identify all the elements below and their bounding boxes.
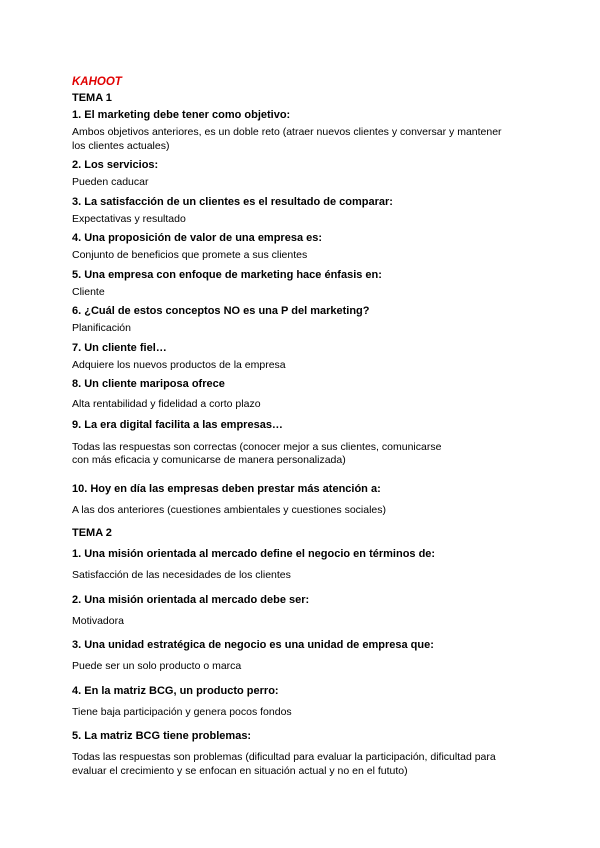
question-2-2: 2. Una misión orientada al mercado debe ser: bbox=[72, 593, 310, 606]
answer-2-5: Todas las respuestas son problemas (dificultad para evaluar la participación, dificultad para evaluar el crecimiento y se enfocan en situación actual y no en el fututo) bbox=[72, 751, 496, 777]
question-2-5: 5. La matriz BCG tiene problemas: bbox=[72, 730, 252, 742]
answer-1-7: Adquiere los nuevos productos de la empresa bbox=[72, 358, 286, 371]
section-heading-tema-2: TEMA 2 bbox=[72, 527, 112, 539]
question-1-9: 9. La era digital facilita a las empresas… bbox=[72, 418, 283, 431]
question-1-3: 3. La satisfacción de un clientes es el resultado de comparar: bbox=[72, 195, 393, 208]
answer-1-9: Todas las respuestas son correctas (conocer mejor a sus clientes, comunicarse con más eficacia y comunicarse de manera personalizada) bbox=[72, 440, 442, 466]
section-heading-tema-1: TEMA 1 bbox=[72, 92, 112, 104]
answer-2-2: Motivadora bbox=[72, 614, 124, 627]
document-title: KAHOOT bbox=[72, 76, 122, 88]
answer-2-1: Satisfacción de las necesidades de los clientes bbox=[72, 569, 291, 581]
answer-2-3: Puede ser un solo producto o marca bbox=[72, 660, 242, 672]
answer-1-2: Pueden caducar bbox=[72, 176, 149, 188]
answer-1-8: Alta rentabilidad y fidelidad a corto plazo bbox=[72, 398, 261, 410]
question-2-4: 4. En la matriz BCG, un producto perro: bbox=[72, 684, 279, 697]
answer-1-5: Cliente bbox=[72, 285, 105, 298]
document-body bbox=[72, 74, 532, 783]
answer-2-4: Tiene baja participación y genera pocos fondos bbox=[72, 705, 292, 718]
question-1-1: 1. El marketing debe tener como objetivo: bbox=[72, 109, 291, 121]
question-1-10: 10. Hoy en día las empresas deben prestar más atención a: bbox=[72, 482, 381, 495]
question-1-5: 5. Una empresa con enfoque de marketing hace énfasis en: bbox=[72, 268, 382, 281]
question-1-7: 7. Un cliente fiel… bbox=[72, 341, 167, 354]
question-1-6: 6. ¿Cuál de estos conceptos NO es una P del marketing? bbox=[72, 305, 370, 317]
answer-1-4: Conjunto de beneficios que promete a sus clientes bbox=[72, 249, 308, 261]
answer-1-10: A las dos anteriores (cuestiones ambientales y cuestiones sociales) bbox=[72, 503, 386, 516]
answer-1-3: Expectativas y resultado bbox=[72, 212, 186, 225]
question-1-8: 8. Un cliente mariposa ofrece bbox=[72, 378, 225, 390]
answer-1-6: Planificación bbox=[72, 322, 131, 334]
question-1-2: 2. Los servicios: bbox=[72, 159, 159, 171]
answer-1-1: Ambos objetivos anteriores, es un doble reto (atraer nuevos clientes y conversar y mantener los clientes actuales) bbox=[72, 126, 502, 152]
question-1-4: 4. Una proposición de valor de una empresa es: bbox=[72, 232, 323, 244]
question-2-1: 1. Una misión orientada al mercado define el negocio en términos de: bbox=[72, 548, 436, 560]
question-2-3: 3. Una unidad estratégica de negocio es una unidad de empresa que: bbox=[72, 639, 434, 651]
